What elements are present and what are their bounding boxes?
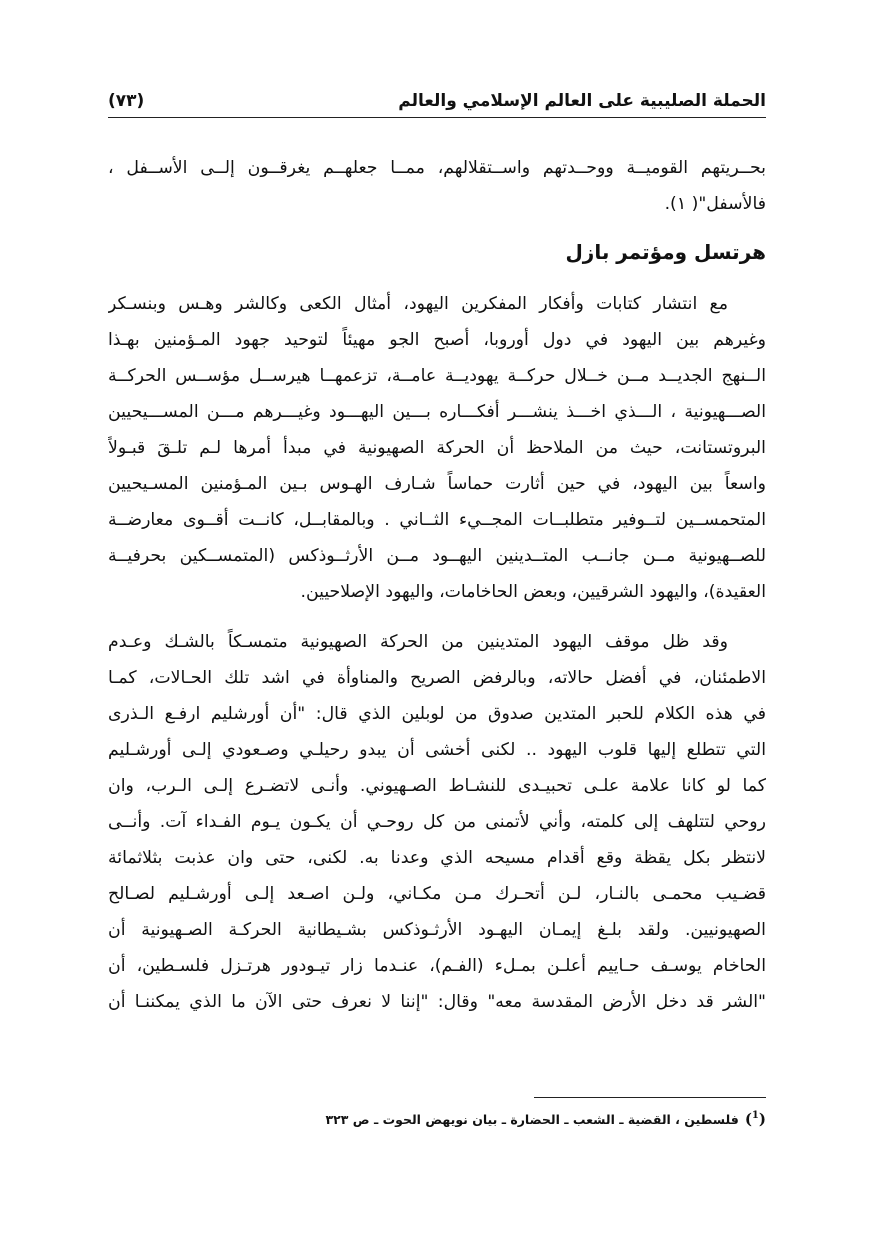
page-number: (٧٣): [108, 91, 145, 111]
footnote-text: فلسطين ، القضية ـ الشعب ـ الحضارة ـ بيان نويهض الحوت ـ ص ٣٢٣: [325, 1112, 739, 1127]
text-line: التي تتطلع إليها قلوب اليهود .. لكنى أخشى أن يبدو رحيلـي وصـعودي إلـى أورشـليم: [108, 740, 766, 760]
text-line: بحــريتهم القوميــة ووحــدتهم واســتقلالهم، ممــا جعلهــم يغرقــون إلــى الأســفل ،: [108, 158, 766, 178]
text-line: الــنهج الجديــد مــن خــلال حركــة يهوديــة عامــة، تزعمهــا هيرســل مؤســس الحركــة: [108, 366, 766, 386]
section-heading: هرتسل ومؤتمر بازل: [565, 240, 766, 264]
text-line: الحاخام يوسـف حـاييم أعلـن بمـلء (الفـم)، عنـدما زار تيـودور هرتـزل فلسـطين، أن: [108, 956, 766, 976]
text-line: لانتظر بكل يقظة وقع أقدام مسيحه الذي وعدنا به. لكنى، حتى وان عذبت بثلاثمائة: [108, 848, 766, 868]
text-line: مع انتشار كتابات وأفكار المفكرين اليهود، أمثال الكعى وكالشر وهـس وبنسـكر: [108, 294, 728, 314]
footnote-marker: ($^1$): [744, 1110, 766, 1128]
text-line: واسعاً بين اليهود، في حين أثارت حماساً شـارف الهـوس بـين المـؤمنين المسـيحيين: [108, 474, 766, 494]
book-page: [108, 0, 766, 1240]
text-line: المتحمســين لتــوفير متطلبــات المجــيء الثــاني . وبالمقابــل، كانــت أقــوى معارضــة: [108, 510, 766, 530]
footnote: [108, 1104, 766, 1128]
text-line: وقد ظل موقف اليهود المتدينين من الحركة الصهيونية متمسـكاً بالشـك وعـدم: [108, 632, 728, 652]
text-line: وغيرهم بين اليهود في دول أوروبا، أصبح الجو مهيئاً لتوحيد جهود المـؤمنين بهـذا: [108, 330, 766, 350]
text-line: روحي لتتلهف إلى كلمته، وأني لأتمنى من كل روحـي أن يكـون يـوم الفـداء آت. وأنــى: [108, 812, 766, 832]
text-line: الصهيونيين. ولقد بلـغ إيمـان اليهـود الأرثـوذكس بشـيطانية الحركـة الصـهيونية أن: [108, 920, 766, 940]
book-title: الحملة الصليبية على العالم الإسلامي والعالم: [398, 91, 766, 111]
footnote-divider: [534, 1097, 766, 1098]
text-line: قضـيب محمـى بالنـار، لـن أتحـرك مـن مكـاني، ولـن اصـعد إلـى أورشـليم لصـالح: [108, 884, 766, 904]
text-line: في هذه الكلام للحبر المتدين صدوق من لوبلين الذي قال: "أن أورشليم ارفـع الـذرى: [108, 704, 766, 724]
text-line: "الشر قد دخل الأرض المقدسة معه" وقال: "إننا لا نعرف حتى الآن ما الذي يمكننـا أن: [108, 992, 766, 1012]
text-line: الاطمئنان، في أفضل حالاته، وبالرفض الصريح والمناوأة في اشد تلك الحـالات، كمـا: [108, 668, 766, 688]
text-line: كما لو كانا علامة علـى تحبيـدى للنشـاط الصـهيوني. وأنـى لاتضـرع إلـى الـرب، وان: [108, 776, 766, 796]
text-line: البروتستانت، حيث من الملاحظ أن الحركة الصهيونية في مبدأ أمرها لـم تلـقَ قبـولاً: [108, 438, 766, 458]
text-line: الصـــهيونية ، الـــذي اخـــذ ينشـــر أفكـــاره بـــين اليهـــود وغيـــرهم مـــن المســـيحيين: [108, 402, 766, 422]
header-divider: [108, 117, 766, 118]
text-line: للصــهيونية مــن جانــب المتــدينين اليهــود مــن الأرثــوذكس (المتمســكين بحرفيــة: [108, 546, 766, 566]
text-line: العقيدة)، واليهود الشرقيين، وبعض الحاخامات، واليهود الإصلاحيين.: [300, 582, 766, 602]
text-line: فالأسفل"( ١).: [664, 194, 766, 214]
running-header: [108, 86, 766, 116]
